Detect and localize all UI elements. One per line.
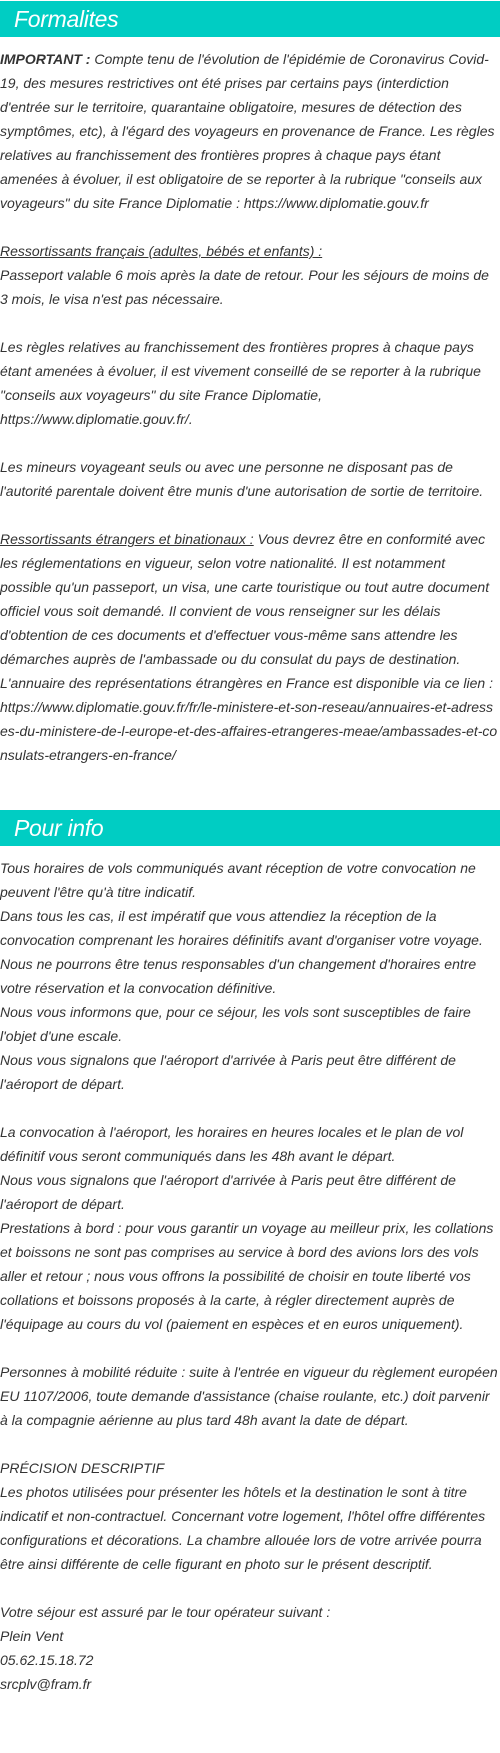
formalites-title: Formalites [14,5,119,32]
minors-text: Les mineurs voyageant seuls ou avec une personne ne disposant pas de l'autorité parentale doivent être munis d'une autorisation de sortie de territoire. [0,459,484,499]
important-text: Compte tenu de l'évolution de l'épidémie de Coronavirus Covid-19, des mesures restrictives ont été prises par certains pays (interdiction d'entrée sur le territoire, quarantaine obligatoire, mesures de détection des symptômes, etc), à l'égard des voyageurs en provenance de France. Les règles relatives au franchissement des frontières propres à chaque pays étant amenées à évoluer, il est obligatoire de se reporter à la rubrique "conseils aux voyageurs" du site France Diplomatie : https://www.diplomatie.gouv.fr [0,51,495,211]
french-nationals-block [0,239,500,311]
flight-schedule-block [0,856,500,1096]
info-line: Nous ne pourrons être tenus responsables d'un changement d'horaires entre votre réservation et la convocation définitive. [0,956,477,996]
descriptif-block [0,1456,500,1576]
important-notice [0,47,500,215]
convocation-block [0,1120,500,1336]
foreign-nationals-block [0,527,500,767]
info-line: Tous horaires de vols communiqués avant réception de votre convocation ne peuvent l'être qu'à titre indicatif. [0,860,476,900]
info-line: Nous vous signalons que l'aéroport d'arrivée à Paris peut être différent de l'aéroport de départ. [0,1172,456,1212]
formalites-header [0,1,500,37]
descriptif-text: Les photos utilisées pour présenter les hôtels et la destination le sont à titre indicatif et non-contractuel. Concernant votre logement, l'hôtel offre différentes configurations et décorations. La chambre allouée lors de votre arrivée pourra être ainsi différente de celle figurant en photo sur le présent descriptif. [0,1484,486,1572]
tour-operator-intro: Votre séjour est assuré par le tour opérateur suivant : [0,1604,331,1620]
important-label: IMPORTANT : [0,51,91,67]
info-line: Dans tous les cas, il est impératif que vous attendiez la réception de la convocation comprenant les horaires définitifs avant d'organiser votre voyage. [0,908,483,948]
foreign-nationals-text: Vous devrez être en conformité avec les réglementations en vigueur, selon votre nationalité. Il est notamment possible qu'un passeport, un visa, une carte touristique ou tout autre document officiel vous soit demandé. Il convient de vous renseigner sur les délais d'obtention de ces documents et d'effectuer vous-même sans attendre les démarches auprès de l'ambassade ou du consulat du pays de destination. L'annuaire des représentations étrangères en France est disponible via ce lien : [0,531,493,691]
border-rules-text: Les règles relatives au franchissement des frontières propres à chaque pays étant amenées à évoluer, il est vivement conseillé de se reporter à la rubrique "conseils aux voyageurs" du site France Diplomatie, https://www.diplomatie.gouv.fr/. [0,339,481,427]
info-header [0,810,500,846]
tour-operator-email[interactable]: srcplv@fram.fr [0,1676,92,1692]
reduced-mobility-text: Personnes à mobilité réduite : suite à l'entrée en vigueur du règlement européen EU 1107/2006, toute demande d'assistance (chaise roulante, etc.) doit parvenir à la compagnie aérienne au plus tard 48h avant la date de départ. [0,1364,498,1428]
tour-operator-block [0,1600,500,1696]
foreign-nationals-heading: Ressortissants étrangers et binationaux : [0,531,254,547]
tour-operator-phone[interactable]: 05.62.15.18.72 [0,1652,94,1668]
formalites-content [0,37,500,767]
info-line: La convocation à l'aéroport, les horaires en heures locales et le plan de vol définitif vous seront communiqués dans les 48h avant le départ. [0,1124,464,1164]
info-line: Nous vous informons que, pour ce séjour, les vols sont susceptibles de faire l'objet d'une escale. [0,1004,471,1044]
info-content [0,846,500,1696]
embassy-directory-link[interactable]: https://www.diplomatie.gouv.fr/fr/le-ministere-et-son-reseau/annuaires-et-adresses-du-ministere-de-l-europe-et-des-affaires-etrangeres-meae/ambassades-et-consulats-etrangers-en-france/ [0,699,498,763]
info-title: Pour info [14,814,104,841]
french-nationals-heading: Ressortissants français (adultes, bébés et enfants) : [0,243,323,259]
descriptif-heading: PRÉCISION DESCRIPTIF [0,1460,165,1476]
info-line: Prestations à bord : pour vous garantir un voyage au meilleur prix, les collations et boissons ne sont pas comprises au service à bord des avions lors des vols aller et retour ; nous vous offrons la possibilité de choisir en toute liberté vos collations et boissons proposés à la carte, à régler directement auprès de l'équipage au cours du vol (paiement en espèces et en euros uniquement). [0,1220,494,1332]
tour-operator-name: Plein Vent [0,1628,64,1644]
info-line: Nous vous signalons que l'aéroport d'arrivée à Paris peut être différent de l'aéroport de départ. [0,1052,456,1092]
french-nationals-text: Passeport valable 6 mois après la date de retour. Pour les séjours de moins de 3 mois, le visa n'est pas nécessaire. [0,267,489,307]
